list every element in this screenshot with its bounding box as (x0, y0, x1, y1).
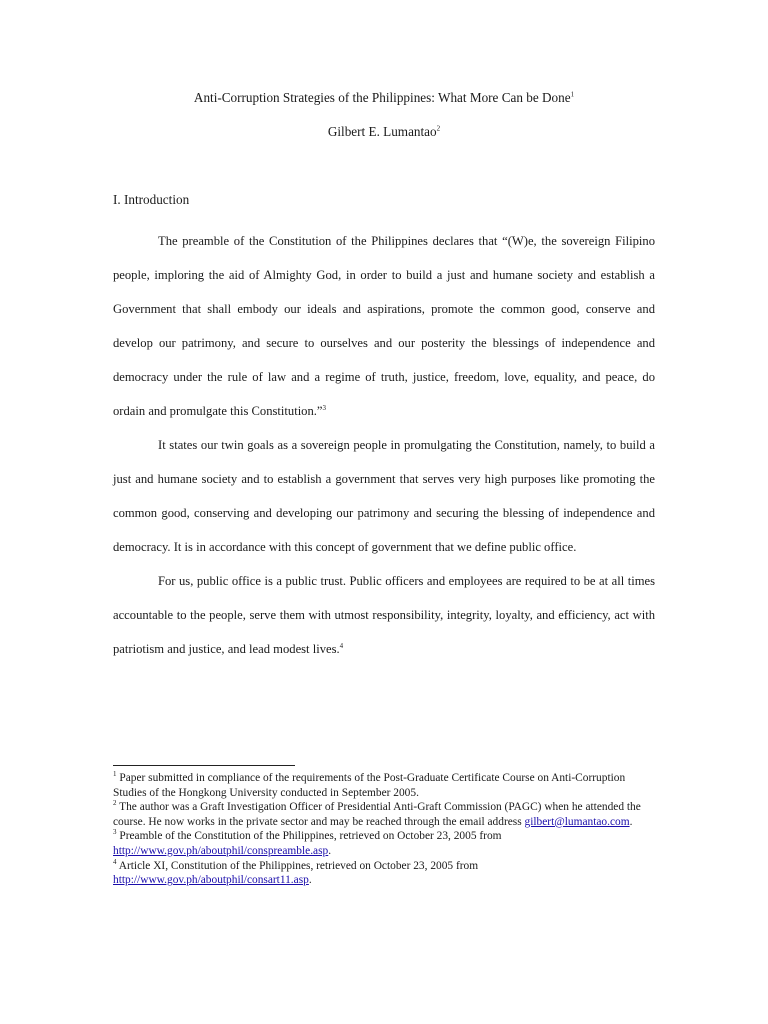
footnote-text: The author was a Graft Investigation Officer of Presidential Anti-Graft Commission (PAGC) when he attended the course. He now works in the private sector and may be reached through the email address (113, 801, 641, 828)
footnote-number: 2 (113, 799, 117, 808)
footnotes (113, 771, 658, 888)
footnote-4: $^4$ Article XI, Constitution of the Philippines, retrieved on October 23, 2005 from http://www.gov.ph/aboutphil/consart11.asp. (113, 857, 479, 887)
footnote-marker: 4 (339, 641, 344, 650)
author-name: Gilbert E. Lumantao (327, 124, 437, 139)
article-xi-link[interactable]: http://www.gov.ph/aboutphil/consart11.asp (113, 874, 309, 887)
preamble-link[interactable]: http://www.gov.ph/aboutphil/conspreamble.asp (113, 844, 329, 857)
paragraph-text: For us, public office is a public trust. Public officers and employees are required to be at all times accountable to the people, serve them with utmost responsibility, integrity, loyalty, and efficiency, act with patriotism and justice, and lead modest lives. (113, 574, 655, 656)
footnote-separator (113, 765, 295, 766)
paragraph-text: The preamble of the Constitution of the Philippines declares that “(W)e, the sovereign Filipino people, imploring the aid of Almighty God, in order to build a just and humane society and establish a Government that shall embody our ideals and aspirations, promote the common good, conserve and develop our patrimony, and secure to ourselves and our posterity the blessings of independence and democracy under the rule of law and a regime of truth, justice, freedom, love, equality, and peace, do ordain and promulgate this Constitution.” (113, 234, 655, 418)
footnote-marker: 3 (322, 403, 327, 412)
footnote-3: $^3$ Preamble of the Constitution of the Philippines, retrieved on October 23, 2005 from http://www.gov.ph/aboutphil/conspreamble.asp. (113, 828, 502, 857)
footnote-text: Article XI, Constitution of the Philippines, retrieved on October 23, 2005 from (118, 859, 479, 872)
author-line (0, 124, 768, 140)
email-link[interactable]: gilbert@lumantao.com (524, 815, 630, 828)
section-heading: I. Introduction (113, 192, 190, 207)
footnote-number: 1 (113, 770, 117, 779)
body-text (113, 224, 655, 666)
footnote-text: Paper submitted in compliance of the requirements of the Post-Graduate Certificate Course on Anti-Corruption Studies of the Hongkong University conducted in September 2005. (113, 772, 626, 799)
footnote-number: 4 (113, 857, 117, 866)
paragraph-2 (113, 428, 655, 564)
paragraph-3 (113, 564, 655, 666)
footnote-1 (113, 771, 658, 800)
author-footnote-marker: 2 (436, 124, 441, 133)
title-text: Anti-Corruption Strategies of the Philippines: What More Can be Done (193, 90, 571, 105)
footnote-text: Preamble of the Constitution of the Philippines, retrieved on October 23, 2005 from (119, 830, 502, 843)
paragraph-text: It states our twin goals as a sovereign people in promulgating the Constitution, namely, to build a just and humane society and to establish a government that serves very high purposes like promoting the common good, conserving and developing our patrimony and securing the blessing of independence and democracy. It is in accordance with this concept of government that we define public office. (113, 438, 655, 554)
paragraph-1 (113, 224, 655, 428)
footnote-number: 3 (113, 828, 117, 837)
title-footnote-marker: 1 (570, 90, 575, 99)
document-title (0, 90, 768, 106)
footnote-2: $^2$ The author was a Graft Investigation Officer of Presidential Anti-Graft Commission (PAGC) when he attended the course. He now works in the private sector and may be reached through the email address gilbert@lumantao.com. (113, 799, 641, 828)
